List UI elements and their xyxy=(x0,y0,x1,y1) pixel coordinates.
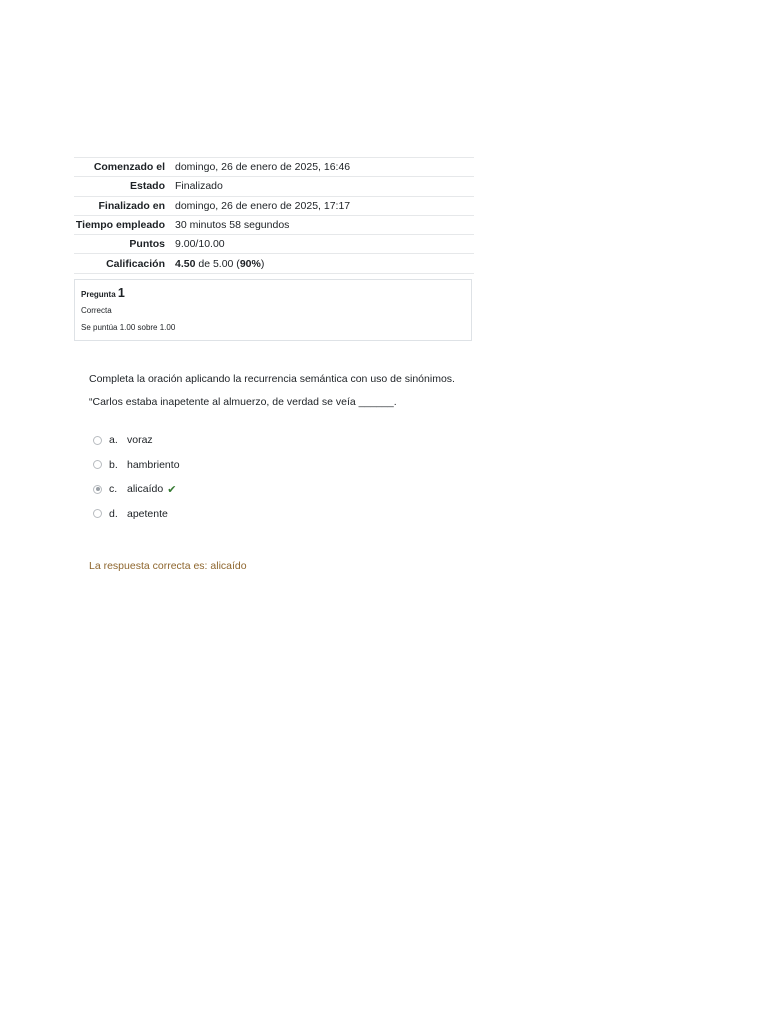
summary-row-grade xyxy=(74,253,474,273)
radio-button[interactable] xyxy=(93,436,102,445)
question-info-box xyxy=(74,279,472,341)
answer-text: hambriento xyxy=(127,458,180,471)
correct-answer-feedback: La respuesta correcta es: alicaído xyxy=(89,560,247,572)
summary-row-state xyxy=(74,176,474,195)
answer-text: voraz xyxy=(127,434,153,447)
grade-percent: 90% xyxy=(239,257,261,270)
answer-option-b[interactable] xyxy=(93,453,180,478)
summary-row-finished xyxy=(74,196,474,215)
answer-text: apetente xyxy=(127,507,168,520)
question-grade: Se puntúa 1.00 sobre 1.00 xyxy=(81,323,176,332)
question-number-value: 1 xyxy=(117,286,125,300)
question-prefix: Pregunta xyxy=(81,290,116,299)
answer-list xyxy=(93,428,180,526)
answer-option-a[interactable] xyxy=(93,428,180,453)
summary-value: domingo, 26 de enero de 2025, 17:17 xyxy=(175,199,351,212)
summary-value: Finalizado xyxy=(175,180,223,193)
summary-value: 30 minutos 58 segundos xyxy=(175,219,290,232)
answer-letter: a. xyxy=(109,434,118,447)
question-sentence: “Carlos estaba inapetente al almuerzo, de verdad se veía ______. xyxy=(89,396,397,408)
summary-value xyxy=(175,258,474,270)
radio-button[interactable] xyxy=(93,509,102,518)
summary-label: Tiempo empleado xyxy=(75,219,165,232)
grade-rest: de 5.00 ( xyxy=(195,257,240,270)
summary-row-started xyxy=(74,157,474,176)
answer-option-d[interactable] xyxy=(93,502,180,527)
grade-close: ) xyxy=(260,257,265,270)
answer-letter: d. xyxy=(109,507,118,520)
summary-label: Puntos xyxy=(129,238,165,251)
answer-option-c[interactable] xyxy=(93,477,180,502)
question-number xyxy=(81,286,465,300)
summary-row-time-taken xyxy=(74,215,474,234)
check-icon: ✔ xyxy=(167,483,177,496)
summary-value: domingo, 26 de enero de 2025, 16:46 xyxy=(175,161,351,174)
summary-value: 9.00/10.00 xyxy=(175,238,225,251)
question-state: Correcta xyxy=(81,306,112,315)
summary-label: Estado xyxy=(129,180,165,193)
attempt-summary-table xyxy=(74,157,474,274)
summary-label: Calificación xyxy=(106,257,165,270)
answer-text: alicaído xyxy=(127,483,164,496)
answer-letter: b. xyxy=(109,458,118,471)
summary-row-points xyxy=(74,234,474,253)
grade-score: 4.50 xyxy=(175,257,196,270)
answer-letter: c. xyxy=(109,483,118,496)
summary-label: Comenzado el xyxy=(93,161,165,174)
question-instruction: Completa la oración aplicando la recurrencia semántica con uso de sinónimos. xyxy=(89,373,455,385)
summary-label: Finalizado en xyxy=(98,199,165,212)
radio-button-selected[interactable] xyxy=(93,485,102,494)
question-text xyxy=(89,372,455,418)
radio-button[interactable] xyxy=(93,460,102,469)
